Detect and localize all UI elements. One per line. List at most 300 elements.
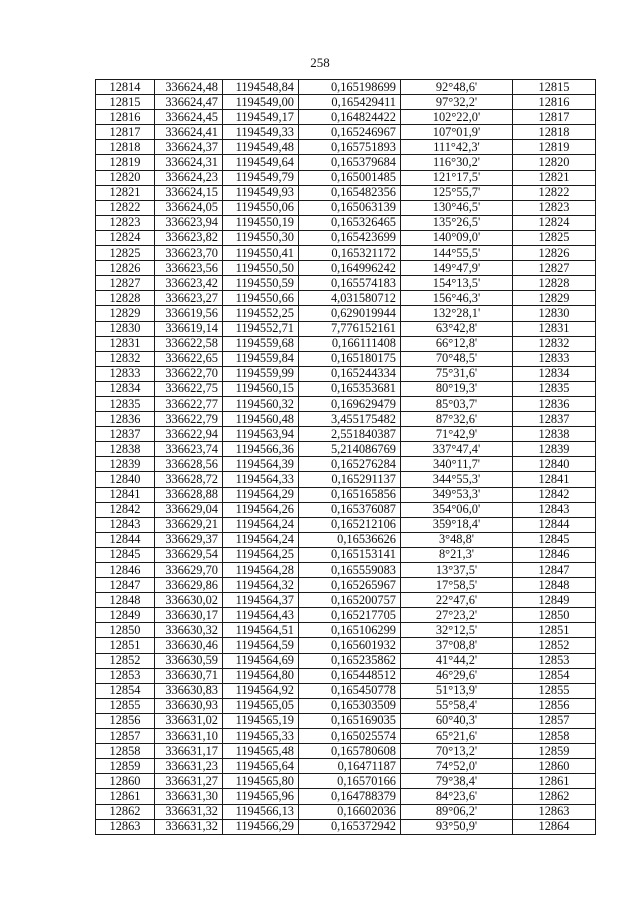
bearing-cell: 344°55,3'	[401, 472, 513, 487]
point-number-cell: 12833	[96, 366, 155, 381]
bearing-cell: 46°29,6'	[401, 668, 513, 683]
distance-cell: 0,16471187	[299, 759, 401, 774]
next-point-cell: 12852	[513, 638, 596, 653]
x-coordinate-cell: 336631,30	[155, 789, 223, 804]
distance-cell: 0,165025574	[299, 729, 401, 744]
coordinates-table-body	[96, 80, 596, 835]
x-coordinate-cell: 336622,65	[155, 351, 223, 366]
bearing-cell: 22°47,6'	[401, 593, 513, 608]
y-coordinate-cell: 1194565,48	[223, 744, 299, 759]
distance-cell: 0,16570166	[299, 774, 401, 789]
bearing-cell: 87°32,6'	[401, 412, 513, 427]
x-coordinate-cell: 336624,15	[155, 185, 223, 200]
distance-cell: 0,165379684	[299, 155, 401, 170]
next-point-cell: 12825	[513, 230, 596, 245]
point-number-cell: 12861	[96, 789, 155, 804]
point-number-cell: 12854	[96, 683, 155, 698]
x-coordinate-cell: 336623,82	[155, 230, 223, 245]
distance-cell: 0,165106299	[299, 623, 401, 638]
bearing-cell: 84°23,6'	[401, 789, 513, 804]
distance-cell: 0,165153141	[299, 547, 401, 562]
table-row	[96, 759, 596, 774]
y-coordinate-cell: 1194548,84	[223, 80, 299, 95]
point-number-cell: 12825	[96, 246, 155, 261]
bearing-cell: 132°28,1'	[401, 306, 513, 321]
y-coordinate-cell: 1194565,96	[223, 789, 299, 804]
distance-cell: 0,165450778	[299, 683, 401, 698]
point-number-cell: 12853	[96, 668, 155, 683]
distance-cell: 0,165217705	[299, 608, 401, 623]
bearing-cell: 111°42,3'	[401, 140, 513, 155]
y-coordinate-cell: 1194549,79	[223, 170, 299, 185]
bearing-cell: 63°42,8'	[401, 321, 513, 336]
bearing-cell: 340°11,7'	[401, 457, 513, 472]
table-row	[96, 215, 596, 230]
point-number-cell: 12827	[96, 276, 155, 291]
y-coordinate-cell: 1194549,64	[223, 155, 299, 170]
next-point-cell: 12836	[513, 396, 596, 411]
point-number-cell: 12855	[96, 698, 155, 713]
table-row	[96, 230, 596, 245]
x-coordinate-cell: 336631,32	[155, 819, 223, 834]
bearing-cell: 144°55,5'	[401, 246, 513, 261]
x-coordinate-cell: 336631,23	[155, 759, 223, 774]
table-row	[96, 532, 596, 547]
distance-cell: 0,165165856	[299, 487, 401, 502]
next-point-cell: 12819	[513, 140, 596, 155]
y-coordinate-cell: 1194564,37	[223, 593, 299, 608]
x-coordinate-cell: 336622,70	[155, 366, 223, 381]
bearing-cell: 97°32,2'	[401, 95, 513, 110]
bearing-cell: 116°30,2'	[401, 155, 513, 170]
bearing-cell: 107°01,9'	[401, 125, 513, 140]
next-point-cell: 12822	[513, 185, 596, 200]
page-number: 258	[310, 55, 330, 70]
distance-cell: 5,214086769	[299, 442, 401, 457]
next-point-cell: 12823	[513, 200, 596, 215]
table-row	[96, 563, 596, 578]
next-point-cell: 12832	[513, 336, 596, 351]
next-point-cell: 12837	[513, 412, 596, 427]
distance-cell: 0,165276284	[299, 457, 401, 472]
x-coordinate-cell: 336622,75	[155, 381, 223, 396]
point-number-cell: 12828	[96, 291, 155, 306]
point-number-cell: 12841	[96, 487, 155, 502]
point-number-cell: 12858	[96, 744, 155, 759]
x-coordinate-cell: 336624,48	[155, 80, 223, 95]
y-coordinate-cell: 1194549,00	[223, 95, 299, 110]
table-row	[96, 819, 596, 834]
point-number-cell: 12848	[96, 593, 155, 608]
bearing-cell: 92°48,6'	[401, 80, 513, 95]
next-point-cell: 12845	[513, 532, 596, 547]
x-coordinate-cell: 336622,77	[155, 396, 223, 411]
y-coordinate-cell: 1194565,05	[223, 698, 299, 713]
bearing-cell: 65°21,6'	[401, 729, 513, 744]
bearing-cell: 149°47,9'	[401, 261, 513, 276]
next-point-cell: 12856	[513, 698, 596, 713]
x-coordinate-cell: 336624,37	[155, 140, 223, 155]
table-row	[96, 517, 596, 532]
y-coordinate-cell: 1194564,51	[223, 623, 299, 638]
bearing-cell: 27°23,2'	[401, 608, 513, 623]
distance-cell: 0,16536626	[299, 532, 401, 547]
bearing-cell: 13°37,5'	[401, 563, 513, 578]
bearing-cell: 359°18,4'	[401, 517, 513, 532]
x-coordinate-cell: 336623,27	[155, 291, 223, 306]
table-row	[96, 261, 596, 276]
bearing-cell: 80°19,3'	[401, 381, 513, 396]
table-row	[96, 502, 596, 517]
bearing-cell: 102°22,0'	[401, 110, 513, 125]
bearing-cell: 354°06,0'	[401, 502, 513, 517]
bearing-cell: 121°17,5'	[401, 170, 513, 185]
distance-cell: 2,551840387	[299, 427, 401, 442]
bearing-cell: 60°40,3'	[401, 713, 513, 728]
x-coordinate-cell: 336623,94	[155, 215, 223, 230]
distance-cell: 0,165063139	[299, 200, 401, 215]
point-number-cell: 12847	[96, 578, 155, 593]
next-point-cell: 12859	[513, 744, 596, 759]
point-number-cell: 12820	[96, 170, 155, 185]
x-coordinate-cell: 336623,70	[155, 246, 223, 261]
table-row	[96, 155, 596, 170]
table-row	[96, 487, 596, 502]
distance-cell: 0,164996242	[299, 261, 401, 276]
point-number-cell: 12840	[96, 472, 155, 487]
y-coordinate-cell: 1194550,30	[223, 230, 299, 245]
point-number-cell: 12814	[96, 80, 155, 95]
table-row	[96, 744, 596, 759]
table-row	[96, 774, 596, 789]
y-coordinate-cell: 1194564,59	[223, 638, 299, 653]
distance-cell: 0,165235862	[299, 653, 401, 668]
bearing-cell: 41°44,2'	[401, 653, 513, 668]
coordinates-table	[95, 79, 596, 835]
bearing-cell: 93°50,9'	[401, 819, 513, 834]
bearing-cell: 349°53,3'	[401, 487, 513, 502]
point-number-cell: 12826	[96, 261, 155, 276]
distance-cell: 7,776152161	[299, 321, 401, 336]
distance-cell: 0,165376087	[299, 502, 401, 517]
distance-cell: 0,165169035	[299, 713, 401, 728]
x-coordinate-cell: 336623,74	[155, 442, 223, 457]
distance-cell: 0,164788379	[299, 789, 401, 804]
y-coordinate-cell: 1194564,29	[223, 487, 299, 502]
bearing-cell: 74°52,0'	[401, 759, 513, 774]
x-coordinate-cell: 336622,79	[155, 412, 223, 427]
x-coordinate-cell: 336629,70	[155, 563, 223, 578]
y-coordinate-cell: 1194549,17	[223, 110, 299, 125]
distance-cell: 3,455175482	[299, 412, 401, 427]
distance-cell: 0,165780608	[299, 744, 401, 759]
y-coordinate-cell: 1194564,25	[223, 547, 299, 562]
table-row	[96, 396, 596, 411]
distance-cell: 0,165482356	[299, 185, 401, 200]
distance-cell: 0,165751893	[299, 140, 401, 155]
distance-cell: 0,165574183	[299, 276, 401, 291]
bearing-cell: 85°03,7'	[401, 396, 513, 411]
y-coordinate-cell: 1194565,64	[223, 759, 299, 774]
table-row	[96, 472, 596, 487]
next-point-cell: 12821	[513, 170, 596, 185]
table-row	[96, 336, 596, 351]
y-coordinate-cell: 1194565,80	[223, 774, 299, 789]
distance-cell: 0,165353681	[299, 381, 401, 396]
y-coordinate-cell: 1194559,68	[223, 336, 299, 351]
bearing-cell: 51°13,9'	[401, 683, 513, 698]
next-point-cell: 12846	[513, 547, 596, 562]
x-coordinate-cell: 336631,32	[155, 804, 223, 819]
point-number-cell: 12837	[96, 427, 155, 442]
next-point-cell: 12828	[513, 276, 596, 291]
y-coordinate-cell: 1194550,66	[223, 291, 299, 306]
distance-cell: 0,16602036	[299, 804, 401, 819]
distance-cell: 4,031580712	[299, 291, 401, 306]
next-point-cell: 12824	[513, 215, 596, 230]
x-coordinate-cell: 336630,02	[155, 593, 223, 608]
table-row	[96, 668, 596, 683]
point-number-cell: 12818	[96, 140, 155, 155]
x-coordinate-cell: 336622,58	[155, 336, 223, 351]
bearing-cell: 154°13,5'	[401, 276, 513, 291]
distance-cell: 0,166111408	[299, 336, 401, 351]
next-point-cell: 12853	[513, 653, 596, 668]
y-coordinate-cell: 1194565,33	[223, 729, 299, 744]
x-coordinate-cell: 336619,56	[155, 306, 223, 321]
x-coordinate-cell: 336623,42	[155, 276, 223, 291]
distance-cell: 0,165180175	[299, 351, 401, 366]
next-point-cell: 12841	[513, 472, 596, 487]
y-coordinate-cell: 1194565,19	[223, 713, 299, 728]
y-coordinate-cell: 1194560,32	[223, 396, 299, 411]
bearing-cell: 37°08,8'	[401, 638, 513, 653]
x-coordinate-cell: 336630,71	[155, 668, 223, 683]
point-number-cell: 12836	[96, 412, 155, 427]
distance-cell: 0,165265967	[299, 578, 401, 593]
x-coordinate-cell: 336630,17	[155, 608, 223, 623]
table-row	[96, 125, 596, 140]
y-coordinate-cell: 1194549,48	[223, 140, 299, 155]
next-point-cell: 12861	[513, 774, 596, 789]
table-row	[96, 110, 596, 125]
x-coordinate-cell: 336624,41	[155, 125, 223, 140]
table-row	[96, 457, 596, 472]
bearing-cell: 71°42,9'	[401, 427, 513, 442]
table-row	[96, 185, 596, 200]
next-point-cell: 12820	[513, 155, 596, 170]
next-point-cell: 12854	[513, 668, 596, 683]
next-point-cell: 12858	[513, 729, 596, 744]
x-coordinate-cell: 336631,27	[155, 774, 223, 789]
y-coordinate-cell: 1194550,06	[223, 200, 299, 215]
bearing-cell: 66°12,8'	[401, 336, 513, 351]
point-number-cell: 12821	[96, 185, 155, 200]
table-row	[96, 321, 596, 336]
distance-cell: 0,165448512	[299, 668, 401, 683]
bearing-cell: 70°48,5'	[401, 351, 513, 366]
table-row	[96, 381, 596, 396]
distance-cell: 0,629019944	[299, 306, 401, 321]
y-coordinate-cell: 1194564,26	[223, 502, 299, 517]
y-coordinate-cell: 1194564,33	[223, 472, 299, 487]
table-row	[96, 140, 596, 155]
next-point-cell: 12840	[513, 457, 596, 472]
y-coordinate-cell: 1194564,39	[223, 457, 299, 472]
bearing-cell: 337°47,4'	[401, 442, 513, 457]
table-row	[96, 547, 596, 562]
point-number-cell: 12822	[96, 200, 155, 215]
y-coordinate-cell: 1194550,59	[223, 276, 299, 291]
next-point-cell: 12827	[513, 261, 596, 276]
y-coordinate-cell: 1194550,50	[223, 261, 299, 276]
bearing-cell: 140°09,0'	[401, 230, 513, 245]
x-coordinate-cell: 336630,93	[155, 698, 223, 713]
x-coordinate-cell: 336631,10	[155, 729, 223, 744]
x-coordinate-cell: 336623,56	[155, 261, 223, 276]
y-coordinate-cell: 1194564,80	[223, 668, 299, 683]
next-point-cell: 12847	[513, 563, 596, 578]
x-coordinate-cell: 336631,17	[155, 744, 223, 759]
table-row	[96, 638, 596, 653]
y-coordinate-cell: 1194564,92	[223, 683, 299, 698]
x-coordinate-cell: 336629,54	[155, 547, 223, 562]
point-number-cell: 12852	[96, 653, 155, 668]
x-coordinate-cell: 336629,04	[155, 502, 223, 517]
point-number-cell: 12862	[96, 804, 155, 819]
point-number-cell: 12824	[96, 230, 155, 245]
bearing-cell: 55°58,4'	[401, 698, 513, 713]
table-row	[96, 593, 596, 608]
next-point-cell: 12830	[513, 306, 596, 321]
bearing-cell: 130°46,5'	[401, 200, 513, 215]
table-row	[96, 578, 596, 593]
table-row	[96, 698, 596, 713]
x-coordinate-cell: 336630,83	[155, 683, 223, 698]
distance-cell: 0,165001485	[299, 170, 401, 185]
distance-cell: 0,165372942	[299, 819, 401, 834]
next-point-cell: 12862	[513, 789, 596, 804]
point-number-cell: 12860	[96, 774, 155, 789]
point-number-cell: 12823	[96, 215, 155, 230]
table-row	[96, 804, 596, 819]
bearing-cell: 135°26,5'	[401, 215, 513, 230]
table-row	[96, 246, 596, 261]
point-number-cell: 12819	[96, 155, 155, 170]
bearing-cell: 75°31,6'	[401, 366, 513, 381]
distance-cell: 0,165321172	[299, 246, 401, 261]
next-point-cell: 12864	[513, 819, 596, 834]
x-coordinate-cell: 336628,56	[155, 457, 223, 472]
point-number-cell: 12842	[96, 502, 155, 517]
point-number-cell: 12832	[96, 351, 155, 366]
x-coordinate-cell: 336630,59	[155, 653, 223, 668]
next-point-cell: 12818	[513, 125, 596, 140]
y-coordinate-cell: 1194566,36	[223, 442, 299, 457]
next-point-cell: 12834	[513, 366, 596, 381]
table-row	[96, 683, 596, 698]
next-point-cell: 12831	[513, 321, 596, 336]
x-coordinate-cell: 336629,86	[155, 578, 223, 593]
bearing-cell: 125°55,7'	[401, 185, 513, 200]
distance-cell: 0,165200757	[299, 593, 401, 608]
point-number-cell: 12844	[96, 532, 155, 547]
y-coordinate-cell: 1194564,32	[223, 578, 299, 593]
point-number-cell: 12839	[96, 457, 155, 472]
point-number-cell: 12843	[96, 517, 155, 532]
y-coordinate-cell: 1194560,15	[223, 381, 299, 396]
table-row	[96, 95, 596, 110]
point-number-cell: 12846	[96, 563, 155, 578]
x-coordinate-cell: 336624,47	[155, 95, 223, 110]
point-number-cell: 12863	[96, 819, 155, 834]
point-number-cell: 12845	[96, 547, 155, 562]
bearing-cell: 70°13,2'	[401, 744, 513, 759]
table-row	[96, 412, 596, 427]
distance-cell: 0,165244334	[299, 366, 401, 381]
distance-cell: 0,165326465	[299, 215, 401, 230]
distance-cell: 0,165246967	[299, 125, 401, 140]
next-point-cell: 12857	[513, 713, 596, 728]
next-point-cell: 12817	[513, 110, 596, 125]
bearing-cell: 79°38,4'	[401, 774, 513, 789]
distance-cell: 0,165198699	[299, 80, 401, 95]
table-row	[96, 713, 596, 728]
y-coordinate-cell: 1194564,43	[223, 608, 299, 623]
x-coordinate-cell: 336629,21	[155, 517, 223, 532]
y-coordinate-cell: 1194559,84	[223, 351, 299, 366]
distance-cell: 0,165212106	[299, 517, 401, 532]
y-coordinate-cell: 1194564,28	[223, 563, 299, 578]
y-coordinate-cell: 1194552,25	[223, 306, 299, 321]
x-coordinate-cell: 336624,23	[155, 170, 223, 185]
point-number-cell: 12838	[96, 442, 155, 457]
x-coordinate-cell: 336624,45	[155, 110, 223, 125]
table-row	[96, 623, 596, 638]
table-row	[96, 80, 596, 95]
next-point-cell: 12848	[513, 578, 596, 593]
next-point-cell: 12816	[513, 95, 596, 110]
table-row	[96, 427, 596, 442]
next-point-cell: 12850	[513, 608, 596, 623]
y-coordinate-cell: 1194560,48	[223, 412, 299, 427]
point-number-cell: 12851	[96, 638, 155, 653]
point-number-cell: 12830	[96, 321, 155, 336]
point-number-cell: 12857	[96, 729, 155, 744]
next-point-cell: 12855	[513, 683, 596, 698]
distance-cell: 0,164824422	[299, 110, 401, 125]
x-coordinate-cell: 336622,94	[155, 427, 223, 442]
y-coordinate-cell: 1194549,33	[223, 125, 299, 140]
x-coordinate-cell: 336628,88	[155, 487, 223, 502]
next-point-cell: 12829	[513, 291, 596, 306]
table-row	[96, 200, 596, 215]
table-row	[96, 366, 596, 381]
table-row	[96, 608, 596, 623]
next-point-cell: 12849	[513, 593, 596, 608]
y-coordinate-cell: 1194550,41	[223, 246, 299, 261]
point-number-cell: 12856	[96, 713, 155, 728]
y-coordinate-cell: 1194552,71	[223, 321, 299, 336]
next-point-cell: 12835	[513, 381, 596, 396]
point-number-cell: 12815	[96, 95, 155, 110]
x-coordinate-cell: 336629,37	[155, 532, 223, 547]
bearing-cell: 32°12,5'	[401, 623, 513, 638]
point-number-cell: 12859	[96, 759, 155, 774]
table-row	[96, 351, 596, 366]
distance-cell: 0,165559083	[299, 563, 401, 578]
next-point-cell: 12843	[513, 502, 596, 517]
